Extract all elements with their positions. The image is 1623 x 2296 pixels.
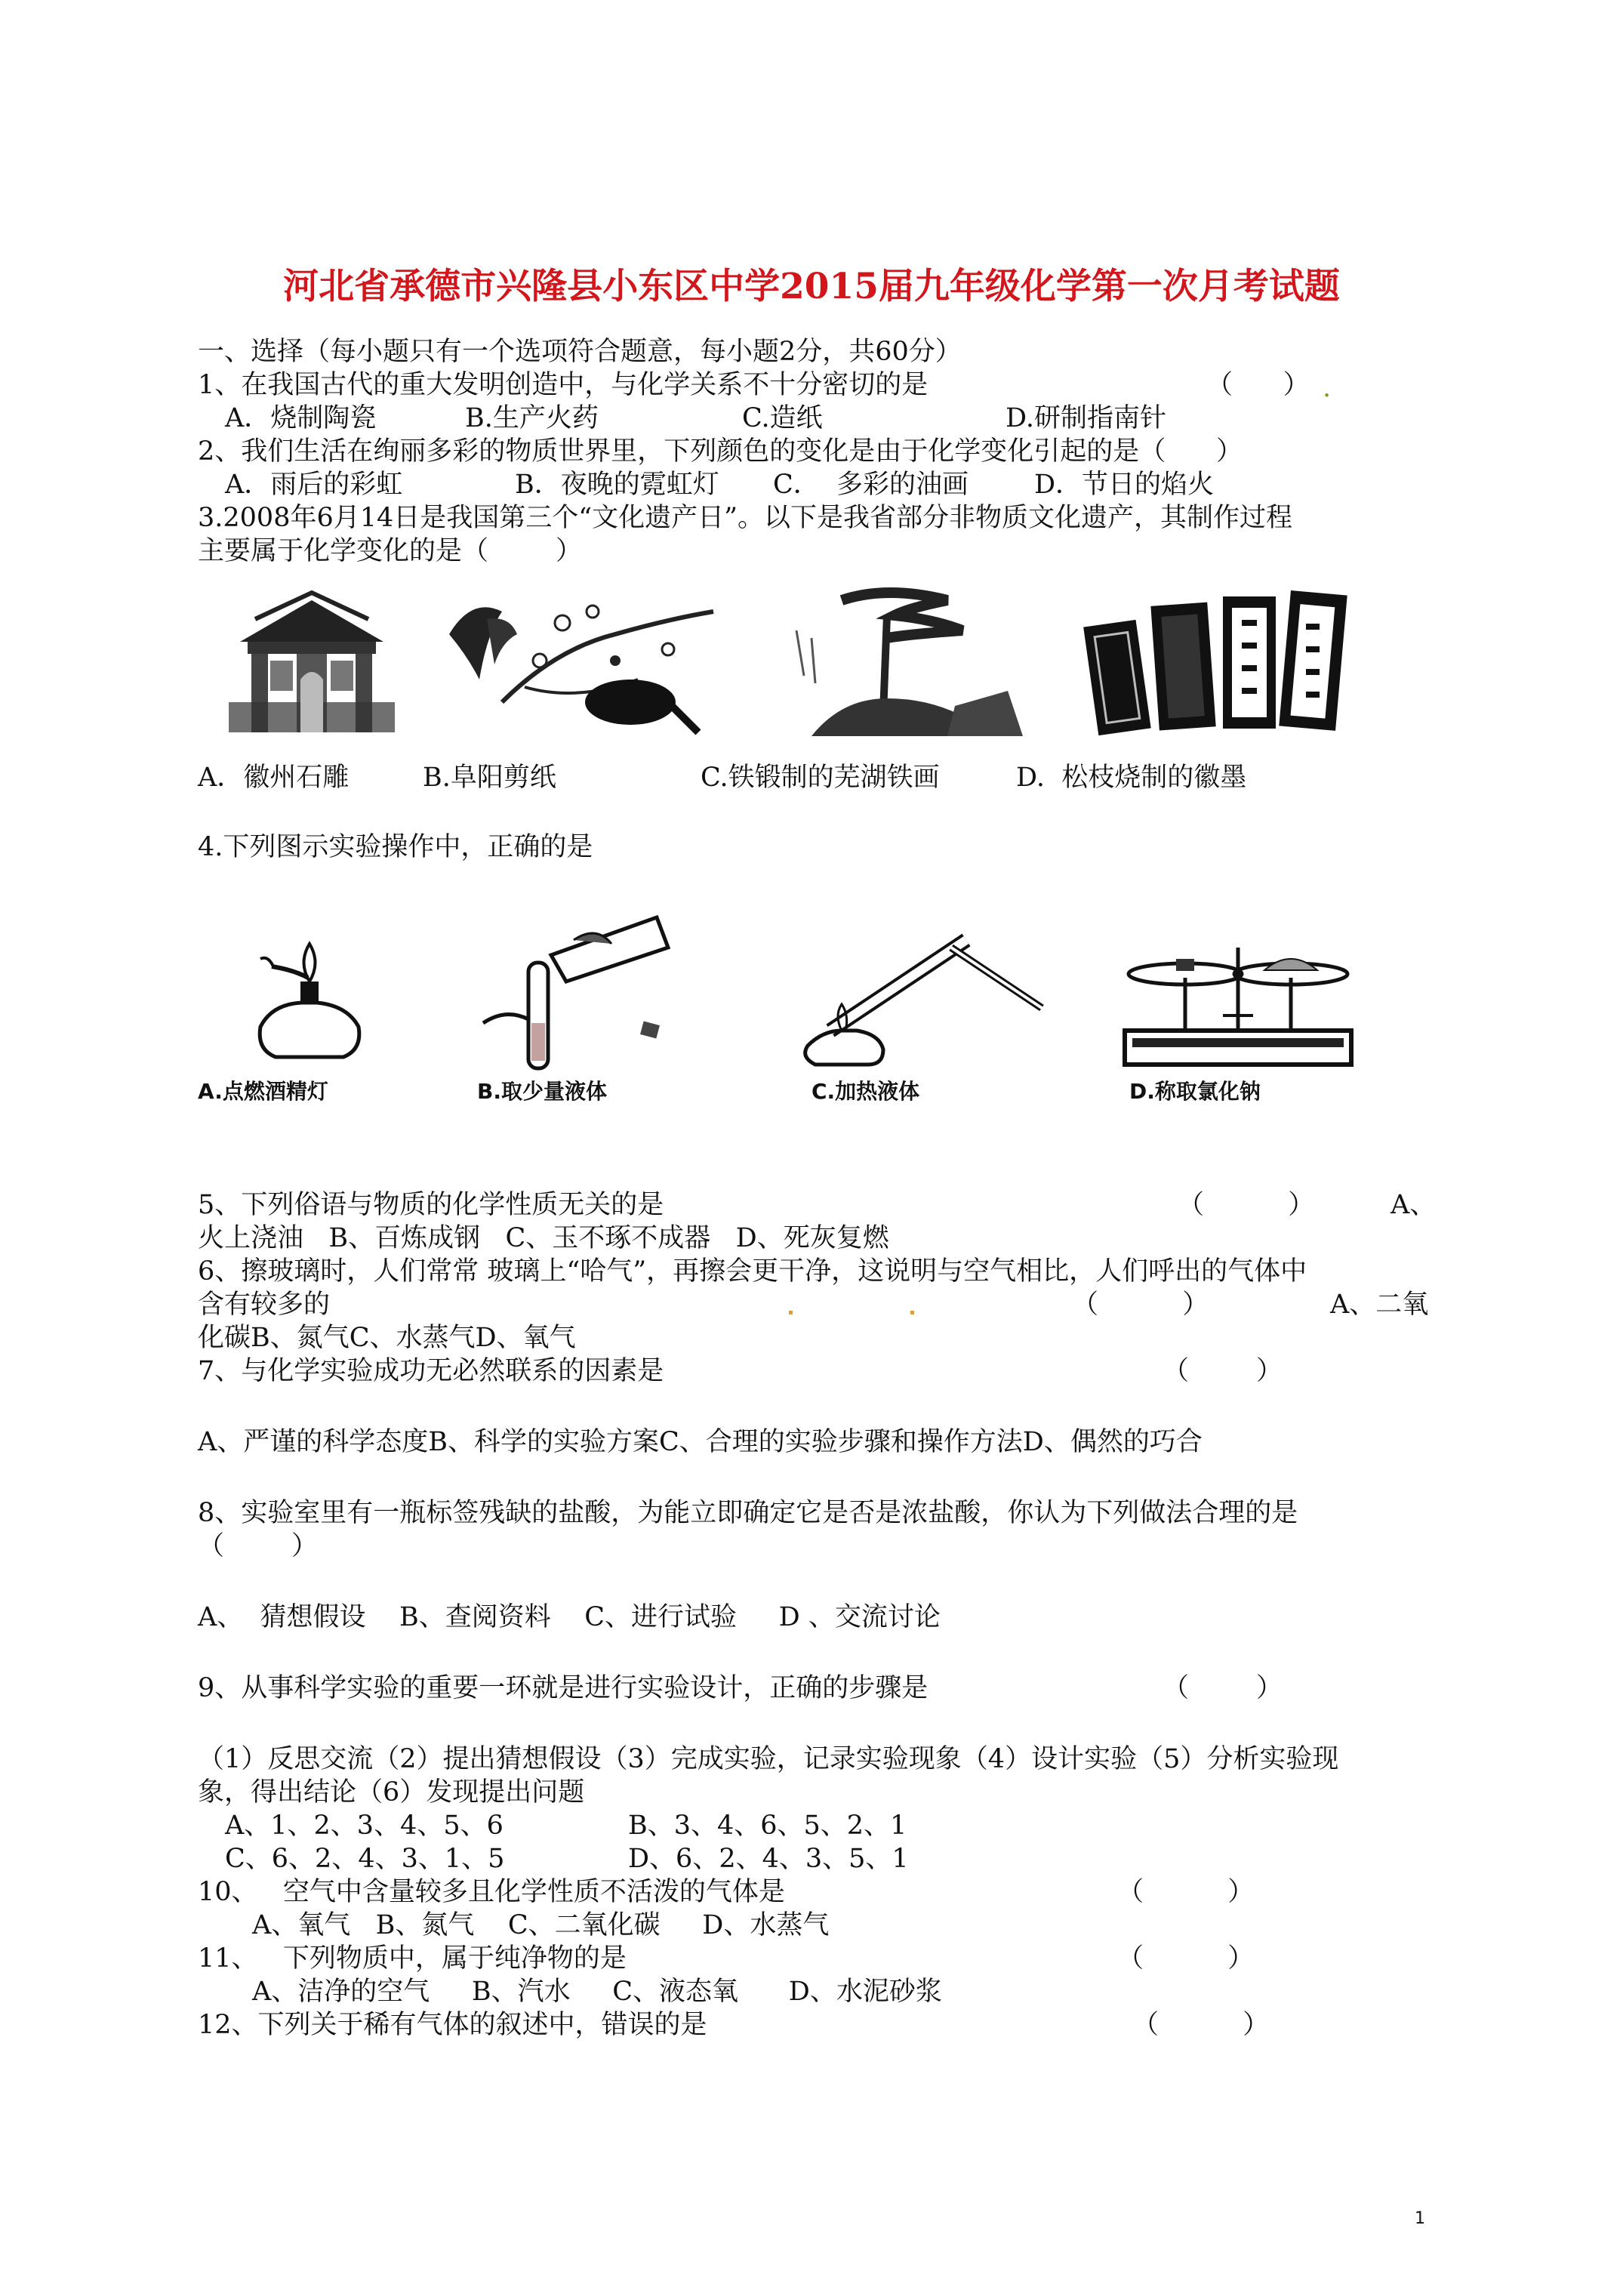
- paper-cut-bird-image: [442, 589, 721, 740]
- q1-blank: （ ）: [1206, 370, 1310, 400]
- q7-options: A、严谨的科学态度B、科学的实验方案C、合理的实验步骤和操作方法D、偶然的巧合: [198, 1427, 1203, 1457]
- q3-option-d: D. 松枝烧制的徽墨: [1016, 763, 1247, 793]
- q3-stem-line1: 3.2008年6月14日是我国第三个“文化遗产日”。以下是我省部分非物质文化遗产，其制作过程: [198, 503, 1293, 533]
- q9-option-c: C、6、2、4、3、1、5: [225, 1844, 505, 1874]
- q9-steps-line1: （1）反思交流（2）提出猜想假设（3）完成实验，记录实验现象（4）设计实验（5）分析实验现: [198, 1744, 1339, 1774]
- fig-label-c: C.加热液体: [812, 1079, 920, 1104]
- fig-label-a: A.点燃酒精灯: [198, 1079, 328, 1104]
- balance-weighing-image: [1110, 932, 1366, 1068]
- q11-blank: （ ）: [1117, 1943, 1255, 1974]
- q1-option-a: A．烧制陶瓷: [225, 403, 377, 433]
- q2-option-d: D．节日的焰火: [1034, 470, 1215, 500]
- q9-steps-line2: 象，得出结论（6）发现提出问题: [198, 1777, 585, 1808]
- q3-option-b: B.阜阳剪纸: [423, 763, 556, 793]
- alcohol-lamp-lighting-image: [249, 936, 377, 1065]
- fig-label-d: D.称取氯化钠: [1129, 1079, 1261, 1104]
- q6-blank: （ ）: [1072, 1290, 1209, 1320]
- q12-stem: 12、下列关于稀有气体的叙述中，错误的是: [198, 2010, 707, 2040]
- q8-blank: （ ）: [198, 1531, 319, 1561]
- q1-option-b: B.生产火药: [465, 403, 599, 433]
- q9-blank: （ ）: [1163, 1673, 1283, 1703]
- q8-stem: 8、实验室里有一瓶标签残缺的盐酸，为能立即确定它是否是浓盐酸，你认为下列做法合理的是: [198, 1498, 1298, 1528]
- stray-dot: [789, 1311, 793, 1314]
- fig-label-b: B.取少量液体: [477, 1079, 607, 1104]
- iron-painting-pine-image: [781, 585, 1030, 744]
- pouring-liquid-image: [483, 910, 679, 1072]
- q6-option-a-label: A、二氧: [1330, 1290, 1429, 1320]
- q10-blank: （ ）: [1117, 1877, 1255, 1907]
- q1-option-d: D.研制指南针: [1006, 403, 1166, 433]
- q10-options: A、氧气 B、氮气 C、二氧化碳 D、水蒸气: [252, 1910, 830, 1940]
- q6-options: 化碳B、氮气C、水蒸气D、氧气: [198, 1323, 576, 1353]
- q3-option-c: C.铁锻制的芜湖铁画: [701, 763, 940, 793]
- q9-stem: 9、从事科学实验的重要一环就是进行实验设计，正确的步骤是: [198, 1673, 929, 1703]
- q2-stem: 2、我们生活在绚丽多彩的物质世界里，下列颜色的变化是由于化学变化引起的是（ ）: [198, 436, 1243, 467]
- stone-arch-carving-image: [225, 589, 399, 732]
- q3-stem-line2: 主要属于化学变化的是（ ）: [198, 536, 583, 566]
- q7-stem: 7、与化学实验成功无必然联系的因素是: [198, 1356, 664, 1386]
- q8-options: A、 猜想假设 B、查阅资料 C、进行试验 D 、交流讨论: [198, 1602, 941, 1632]
- stray-dot: [910, 1311, 914, 1314]
- q5-options: 火上浇油 B、百炼成钢 C、玉不琢不成器 D、死灰复燃: [198, 1223, 889, 1253]
- q7-blank: （ ）: [1163, 1356, 1283, 1386]
- q11-stem: 11、 下列物质中，属于纯净物的是: [198, 1943, 627, 1974]
- q9-option-b: B、3、4、6、5、2、1: [628, 1811, 907, 1841]
- q11-options: A、洁净的空气 B、汽水 C、液态氧 D、水泥砂浆: [252, 1977, 942, 2007]
- page-title: 河北省承德市兴隆县小东区中学2015届九年级化学第一次月考试题: [283, 266, 1340, 307]
- heating-liquid-image: [800, 917, 1042, 1068]
- q6-stem-line2: 含有较多的: [198, 1290, 331, 1320]
- q9-option-a: A、1、2、3、4、5、6: [225, 1811, 504, 1841]
- q9-option-d: D、6、2、4、3、5、1: [628, 1844, 909, 1874]
- q2-option-a: A．雨后的彩虹: [225, 470, 403, 500]
- q6-stem-line1: 6、擦玻璃时，人们常常 玻璃上“哈气”，再擦会更干净，这说明与空气相比，人们呼出的气体中: [198, 1256, 1307, 1287]
- page-number: 1: [1415, 2209, 1425, 2228]
- q10-stem: 10、 空气中含量较多且化学性质不活泼的气体是: [198, 1877, 785, 1907]
- q5-blank: （ ）: [1178, 1190, 1315, 1220]
- q5-stem: 5、下列俗语与物质的化学性质无关的是: [198, 1190, 664, 1220]
- q5-option-a-label: A、: [1390, 1190, 1437, 1220]
- q1-mark: .: [1323, 373, 1332, 403]
- q3-option-a: A．徽州石雕: [198, 763, 350, 793]
- q4-stem: 4.下列图示实验操作中，正确的是: [198, 832, 593, 862]
- q1-stem: 1、在我国古代的重大发明创造中，与化学关系不十分密切的是: [198, 370, 929, 400]
- q12-blank: （ ）: [1132, 2010, 1270, 2040]
- q1-option-c: C.造纸: [742, 403, 823, 433]
- q2-option-b: B．夜晚的霓虹灯: [515, 470, 719, 500]
- pine-ink-sticks-image: [1087, 589, 1351, 740]
- section-heading: 一、选择（每小题只有一个选项符合题意，每小题2分，共60分）: [198, 337, 962, 367]
- q2-option-c: C． 多彩的油画: [773, 470, 969, 500]
